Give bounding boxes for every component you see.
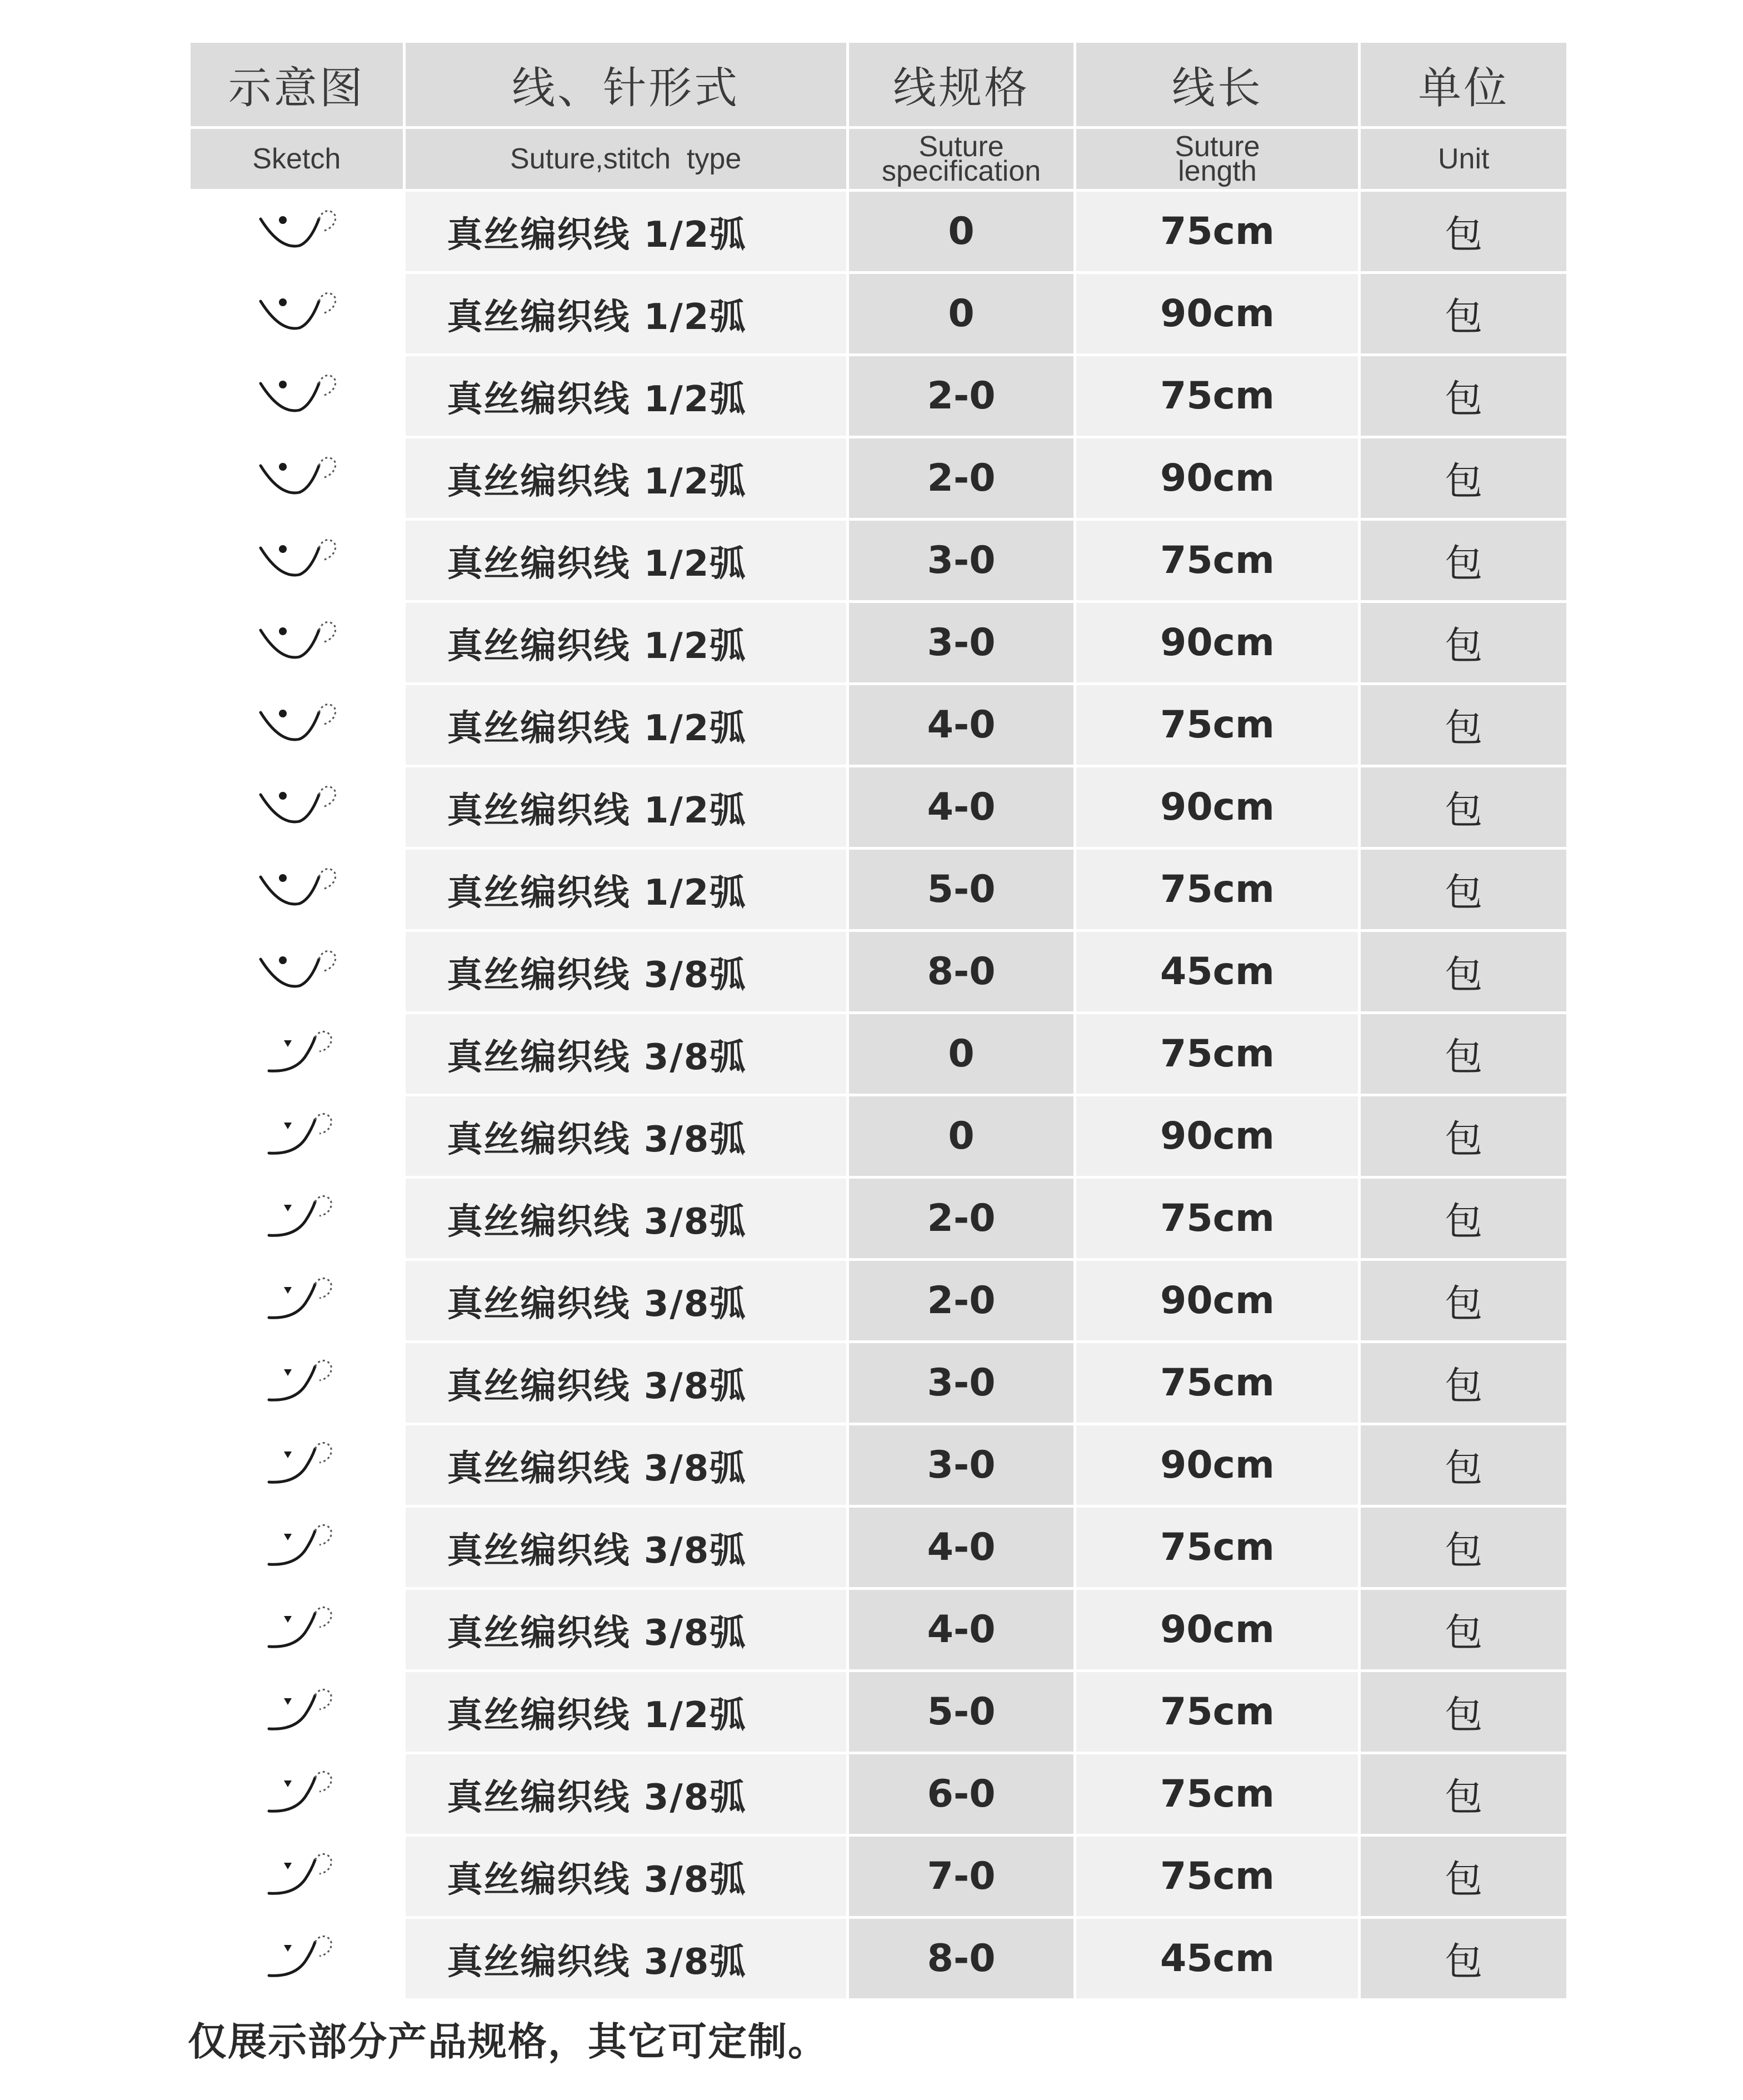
suture-type-cell: 真丝编织线 1/2弧 (406, 192, 846, 271)
header-type-cn: 线、针形式 (406, 43, 846, 126)
suture-length-cell: 75cm (1076, 1672, 1358, 1752)
unit-cell: 包 (1361, 1343, 1566, 1423)
suture-spec-cell: 0 (849, 192, 1074, 271)
header-spec-en: Suture specification (849, 129, 1074, 189)
unit-cell: 包 (1361, 1508, 1566, 1587)
suture-length-cell: 75cm (1076, 1343, 1358, 1423)
table-row (191, 1672, 1566, 1752)
table-row (191, 1179, 1566, 1258)
half-circle-needle-icon (191, 685, 403, 765)
unit-cell: 包 (1361, 685, 1566, 765)
unit-cell: 包 (1361, 1672, 1566, 1752)
suture-type-cell: 真丝编织线 3/8弧 (406, 1096, 846, 1176)
suture-spec-cell: 3-0 (849, 1343, 1074, 1423)
suture-length-cell: 75cm (1076, 685, 1358, 765)
suture-length-cell: 45cm (1076, 932, 1358, 1011)
suture-type-cell: 真丝编织线 1/2弧 (406, 767, 846, 847)
three-eighths-needle-icon (191, 1425, 403, 1505)
spec-table-container (191, 43, 1572, 1998)
unit-cell: 包 (1361, 767, 1566, 847)
table-row (191, 932, 1566, 1011)
header-unit-en: Unit (1361, 129, 1566, 189)
suture-type-cell: 真丝编织线 3/8弧 (406, 1508, 846, 1587)
unit-cell: 包 (1361, 603, 1566, 682)
table-row (191, 1590, 1566, 1669)
suture-spec-cell: 0 (849, 274, 1074, 353)
suture-length-cell: 75cm (1076, 521, 1358, 600)
header-sketch-cn: 示意图 (191, 43, 403, 126)
table-row (191, 1425, 1566, 1505)
suture-length-cell: 75cm (1076, 1754, 1358, 1834)
suture-spec-cell: 2-0 (849, 438, 1074, 518)
table-row (191, 356, 1566, 436)
three-eighths-needle-icon (191, 1014, 403, 1094)
suture-type-cell: 真丝编织线 3/8弧 (406, 1837, 846, 1916)
suture-length-cell: 90cm (1076, 1590, 1358, 1669)
suture-type-cell: 真丝编织线 1/2弧 (406, 438, 846, 518)
suture-spec-cell: 6-0 (849, 1754, 1074, 1834)
table-row (191, 685, 1566, 765)
three-eighths-needle-icon (191, 1754, 403, 1834)
table-row (191, 1508, 1566, 1587)
suture-type-cell: 真丝编织线 1/2弧 (406, 603, 846, 682)
unit-cell: 包 (1361, 1590, 1566, 1669)
unit-cell: 包 (1361, 192, 1566, 271)
header-type-en: Suture,stitch type (406, 129, 846, 189)
unit-cell: 包 (1361, 1754, 1566, 1834)
header-row-english (191, 129, 1566, 189)
header-sketch-en: Sketch (191, 129, 403, 189)
table-row (191, 1837, 1566, 1916)
unit-cell: 包 (1361, 1425, 1566, 1505)
three-eighths-needle-icon (191, 1343, 403, 1423)
half-circle-needle-icon (191, 603, 403, 682)
unit-cell: 包 (1361, 521, 1566, 600)
table-row (191, 521, 1566, 600)
table-row (191, 1919, 1566, 1998)
suture-type-cell: 真丝编织线 1/2弧 (406, 356, 846, 436)
suture-spec-cell: 5-0 (849, 850, 1074, 929)
unit-cell: 包 (1361, 1096, 1566, 1176)
suture-spec-cell: 3-0 (849, 603, 1074, 682)
table-row (191, 1096, 1566, 1176)
suture-type-cell: 真丝编织线 1/2弧 (406, 685, 846, 765)
suture-length-cell: 75cm (1076, 1014, 1358, 1094)
unit-cell: 包 (1361, 1837, 1566, 1916)
table-row (191, 438, 1566, 518)
suture-type-cell: 真丝编织线 3/8弧 (406, 1179, 846, 1258)
suture-spec-cell: 7-0 (849, 1837, 1074, 1916)
suture-length-cell: 90cm (1076, 603, 1358, 682)
three-eighths-needle-icon (191, 1919, 403, 1998)
suture-spec-cell: 3-0 (849, 521, 1074, 600)
table-row (191, 1261, 1566, 1340)
unit-cell: 包 (1361, 932, 1566, 1011)
suture-spec-cell: 4-0 (849, 685, 1074, 765)
unit-cell: 包 (1361, 438, 1566, 518)
suture-type-cell: 真丝编织线 3/8弧 (406, 1754, 846, 1834)
table-row (191, 603, 1566, 682)
half-circle-needle-icon (191, 521, 403, 600)
half-circle-needle-icon (191, 850, 403, 929)
suture-spec-cell: 0 (849, 1096, 1074, 1176)
table-body (191, 192, 1566, 1998)
suture-spec-table (188, 40, 1569, 2001)
suture-spec-cell: 0 (849, 1014, 1074, 1094)
suture-spec-cell: 8-0 (849, 932, 1074, 1011)
suture-length-cell: 90cm (1076, 1096, 1358, 1176)
table-row (191, 1343, 1566, 1423)
suture-type-cell: 真丝编织线 3/8弧 (406, 1343, 846, 1423)
three-eighths-needle-icon (191, 1096, 403, 1176)
suture-type-cell: 真丝编织线 3/8弧 (406, 1425, 846, 1505)
unit-cell: 包 (1361, 274, 1566, 353)
three-eighths-needle-icon (191, 1837, 403, 1916)
three-eighths-needle-icon (191, 1508, 403, 1587)
three-eighths-needle-icon (191, 1672, 403, 1752)
suture-type-cell: 真丝编织线 3/8弧 (406, 1014, 846, 1094)
suture-spec-cell: 4-0 (849, 1508, 1074, 1587)
suture-type-cell: 真丝编织线 1/2弧 (406, 850, 846, 929)
suture-type-cell: 真丝编织线 3/8弧 (406, 1919, 846, 1998)
unit-cell: 包 (1361, 1014, 1566, 1094)
suture-spec-cell: 2-0 (849, 1261, 1074, 1340)
suture-type-cell: 真丝编织线 1/2弧 (406, 521, 846, 600)
header-length-en: Suture length (1076, 129, 1358, 189)
suture-length-cell: 45cm (1076, 1919, 1358, 1998)
suture-length-cell: 90cm (1076, 767, 1358, 847)
header-unit-cn: 单位 (1361, 43, 1566, 126)
suture-spec-cell: 2-0 (849, 356, 1074, 436)
suture-type-cell: 真丝编织线 3/8弧 (406, 1261, 846, 1340)
unit-cell: 包 (1361, 356, 1566, 436)
header-length-cn: 线长 (1076, 43, 1358, 126)
suture-length-cell: 75cm (1076, 850, 1358, 929)
unit-cell: 包 (1361, 1261, 1566, 1340)
table-row (191, 192, 1566, 271)
table-row (191, 850, 1566, 929)
suture-type-cell: 真丝编织线 1/2弧 (406, 1672, 846, 1752)
suture-length-cell: 90cm (1076, 274, 1358, 353)
table-row (191, 767, 1566, 847)
suture-length-cell: 90cm (1076, 1425, 1358, 1505)
suture-spec-cell: 8-0 (849, 1919, 1074, 1998)
suture-spec-cell: 2-0 (849, 1179, 1074, 1258)
three-eighths-needle-icon (191, 1179, 403, 1258)
suture-length-cell: 75cm (1076, 1837, 1358, 1916)
table-header (191, 43, 1566, 189)
suture-length-cell: 75cm (1076, 192, 1358, 271)
table-row (191, 1014, 1566, 1094)
table-row (191, 274, 1566, 353)
suture-type-cell: 真丝编织线 3/8弧 (406, 932, 846, 1011)
suture-length-cell: 90cm (1076, 438, 1358, 518)
half-circle-needle-icon (191, 192, 403, 271)
half-circle-needle-icon (191, 932, 403, 1011)
half-circle-needle-icon (191, 438, 403, 518)
half-circle-needle-icon (191, 767, 403, 847)
table-row (191, 1754, 1566, 1834)
three-eighths-needle-icon (191, 1590, 403, 1669)
suture-spec-cell: 5-0 (849, 1672, 1074, 1752)
suture-spec-cell: 4-0 (849, 767, 1074, 847)
suture-type-cell: 真丝编织线 3/8弧 (406, 1590, 846, 1669)
suture-length-cell: 75cm (1076, 1179, 1358, 1258)
unit-cell: 包 (1361, 1919, 1566, 1998)
unit-cell: 包 (1361, 850, 1566, 929)
footnote: 仅展示部分产品规格，其它可定制。 (188, 2019, 828, 2064)
suture-spec-cell: 3-0 (849, 1425, 1074, 1505)
suture-type-cell: 真丝编织线 1/2弧 (406, 274, 846, 353)
header-row-chinese (191, 43, 1566, 126)
half-circle-needle-icon (191, 274, 403, 353)
suture-spec-cell: 4-0 (849, 1590, 1074, 1669)
unit-cell: 包 (1361, 1179, 1566, 1258)
suture-length-cell: 75cm (1076, 1508, 1358, 1587)
suture-length-cell: 75cm (1076, 356, 1358, 436)
suture-length-cell: 90cm (1076, 1261, 1358, 1340)
header-spec-cn: 线规格 (849, 43, 1074, 126)
half-circle-needle-icon (191, 356, 403, 436)
three-eighths-needle-icon (191, 1261, 403, 1340)
